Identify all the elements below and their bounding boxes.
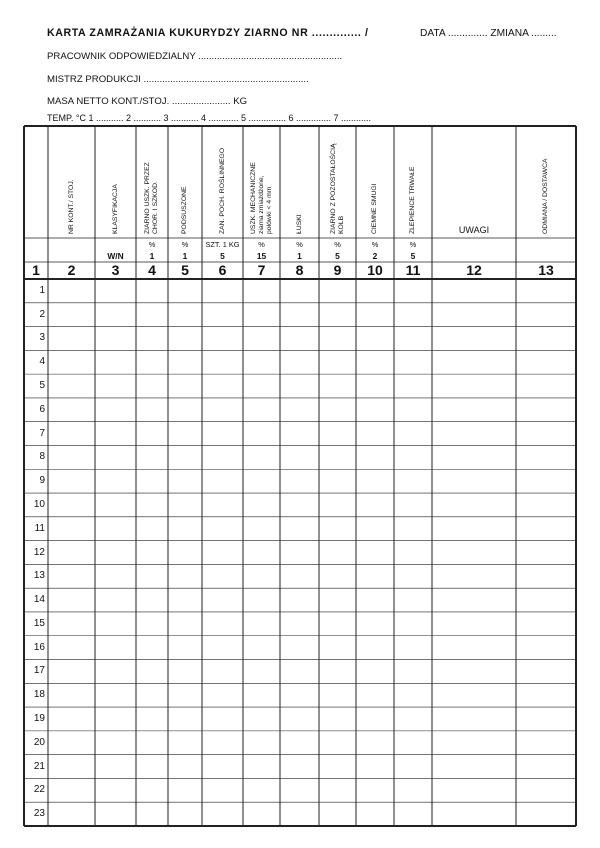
column-number: 10 <box>367 262 383 278</box>
row-number: 8 <box>39 451 45 463</box>
column-unit: % <box>409 240 417 249</box>
row-number: 6 <box>39 403 45 415</box>
row-number: 14 <box>33 594 45 606</box>
row-number: 19 <box>33 712 45 724</box>
column-header-uwagi: UWAGI <box>458 225 490 235</box>
row-number: 9 <box>39 475 45 487</box>
row-number: 10 <box>33 498 45 510</box>
mass-field[interactable]: MASA NETTO KONT./STOJ. ...................... KG <box>47 96 248 107</box>
column-header-label: NR KONT./ STOJ. <box>67 179 75 234</box>
column-norm-value: 1 <box>297 251 302 261</box>
column-header-label: połówki < 4 mm <box>265 186 273 234</box>
row-number: 13 <box>33 570 45 582</box>
row-number: 5 <box>39 380 45 392</box>
column-header-label: USZK. MECHANICZNE <box>249 162 257 234</box>
date-shift-field[interactable]: DATA .............. ZMIANA ......... <box>420 28 557 39</box>
column-header-label: ODMIANA / DOSTAWCA <box>542 158 549 234</box>
column-number: 8 <box>295 262 304 278</box>
column-number: 3 <box>111 262 120 278</box>
row-number: 2 <box>39 308 45 320</box>
row-number: 21 <box>33 760 45 772</box>
master-field[interactable]: MISTRZ PRODUKCJI .............................................................. <box>47 74 309 85</box>
column-number: 13 <box>538 262 554 278</box>
row-number: 4 <box>39 356 45 368</box>
column-unit: % <box>371 240 379 249</box>
column-norm-value: 1 <box>182 251 188 261</box>
row-number: 1 <box>39 284 45 296</box>
row-number: 15 <box>33 617 45 629</box>
form-title: KARTA ZAMRAŻANIA KUKURYDZY ZIARNO NR .............. / <box>47 27 369 39</box>
column-norm-value: W/N <box>107 251 124 261</box>
row-number: 18 <box>33 689 45 701</box>
column-unit: % <box>334 240 341 249</box>
worker-field[interactable]: PRACOWNIK ODPOWIEDZIALNY ...................................................... <box>47 51 343 62</box>
column-number: 9 <box>333 262 342 278</box>
column-unit: % <box>148 240 156 249</box>
row-number: 20 <box>33 736 45 748</box>
column-number: 6 <box>218 262 227 278</box>
row-number: 3 <box>39 332 45 344</box>
column-header-label: KLASYFIKACJA <box>111 184 119 234</box>
column-norm-value: 15 <box>256 251 267 261</box>
column-header-label: ZIARNO USZK. PRZEZ <box>144 162 151 234</box>
column-number: 12 <box>466 262 482 278</box>
column-header-label: ZLEPIENCE TRWAŁE <box>409 166 416 234</box>
column-header-label: CHOR. I SZKOD. <box>152 181 159 234</box>
row-number: 7 <box>39 427 45 439</box>
column-number: 1 <box>32 262 40 278</box>
column-unit: % <box>181 240 189 249</box>
column-number: 11 <box>405 262 421 278</box>
row-number: 17 <box>33 665 45 677</box>
column-header-label: ŁUSKI <box>295 214 303 234</box>
column-norm-value: 5 <box>335 251 340 261</box>
column-number: 5 <box>181 262 189 278</box>
row-number: 12 <box>33 546 45 558</box>
row-number: 11 <box>34 522 45 534</box>
column-number: 4 <box>148 262 156 278</box>
temp-field[interactable]: TEMP. °C 1 ........... 2 ........... 3 ........... 4 ............ 5 ............... 6 .............. 7 ............ <box>47 113 372 123</box>
column-number: 7 <box>257 262 266 278</box>
row-number: 23 <box>33 808 45 820</box>
column-norm-value: 2 <box>372 251 378 261</box>
column-norm-value: 5 <box>220 251 225 261</box>
column-unit: SZT. 1 KG <box>205 240 240 249</box>
column-header-label: KOLB <box>337 215 345 234</box>
column-unit: % <box>258 240 265 249</box>
column-norm-value: 5 <box>410 251 416 261</box>
column-number: 2 <box>67 262 76 278</box>
column-header-label: ZAN. POCH. ROŚLINNEGO <box>218 147 226 234</box>
column-unit: % <box>296 240 303 249</box>
column-norm-value: 1 <box>149 251 155 261</box>
column-header-label: ZIARNO Z POZOSTAŁOŚCIĄ <box>329 143 337 234</box>
column-header-label: PODSUSZONE <box>181 186 188 234</box>
row-number: 16 <box>33 641 45 653</box>
column-header-label: CIEMNE SMUGI <box>371 183 378 234</box>
row-number: 22 <box>33 784 45 796</box>
column-header-label: ziarna zmiażdżone, <box>257 175 265 234</box>
